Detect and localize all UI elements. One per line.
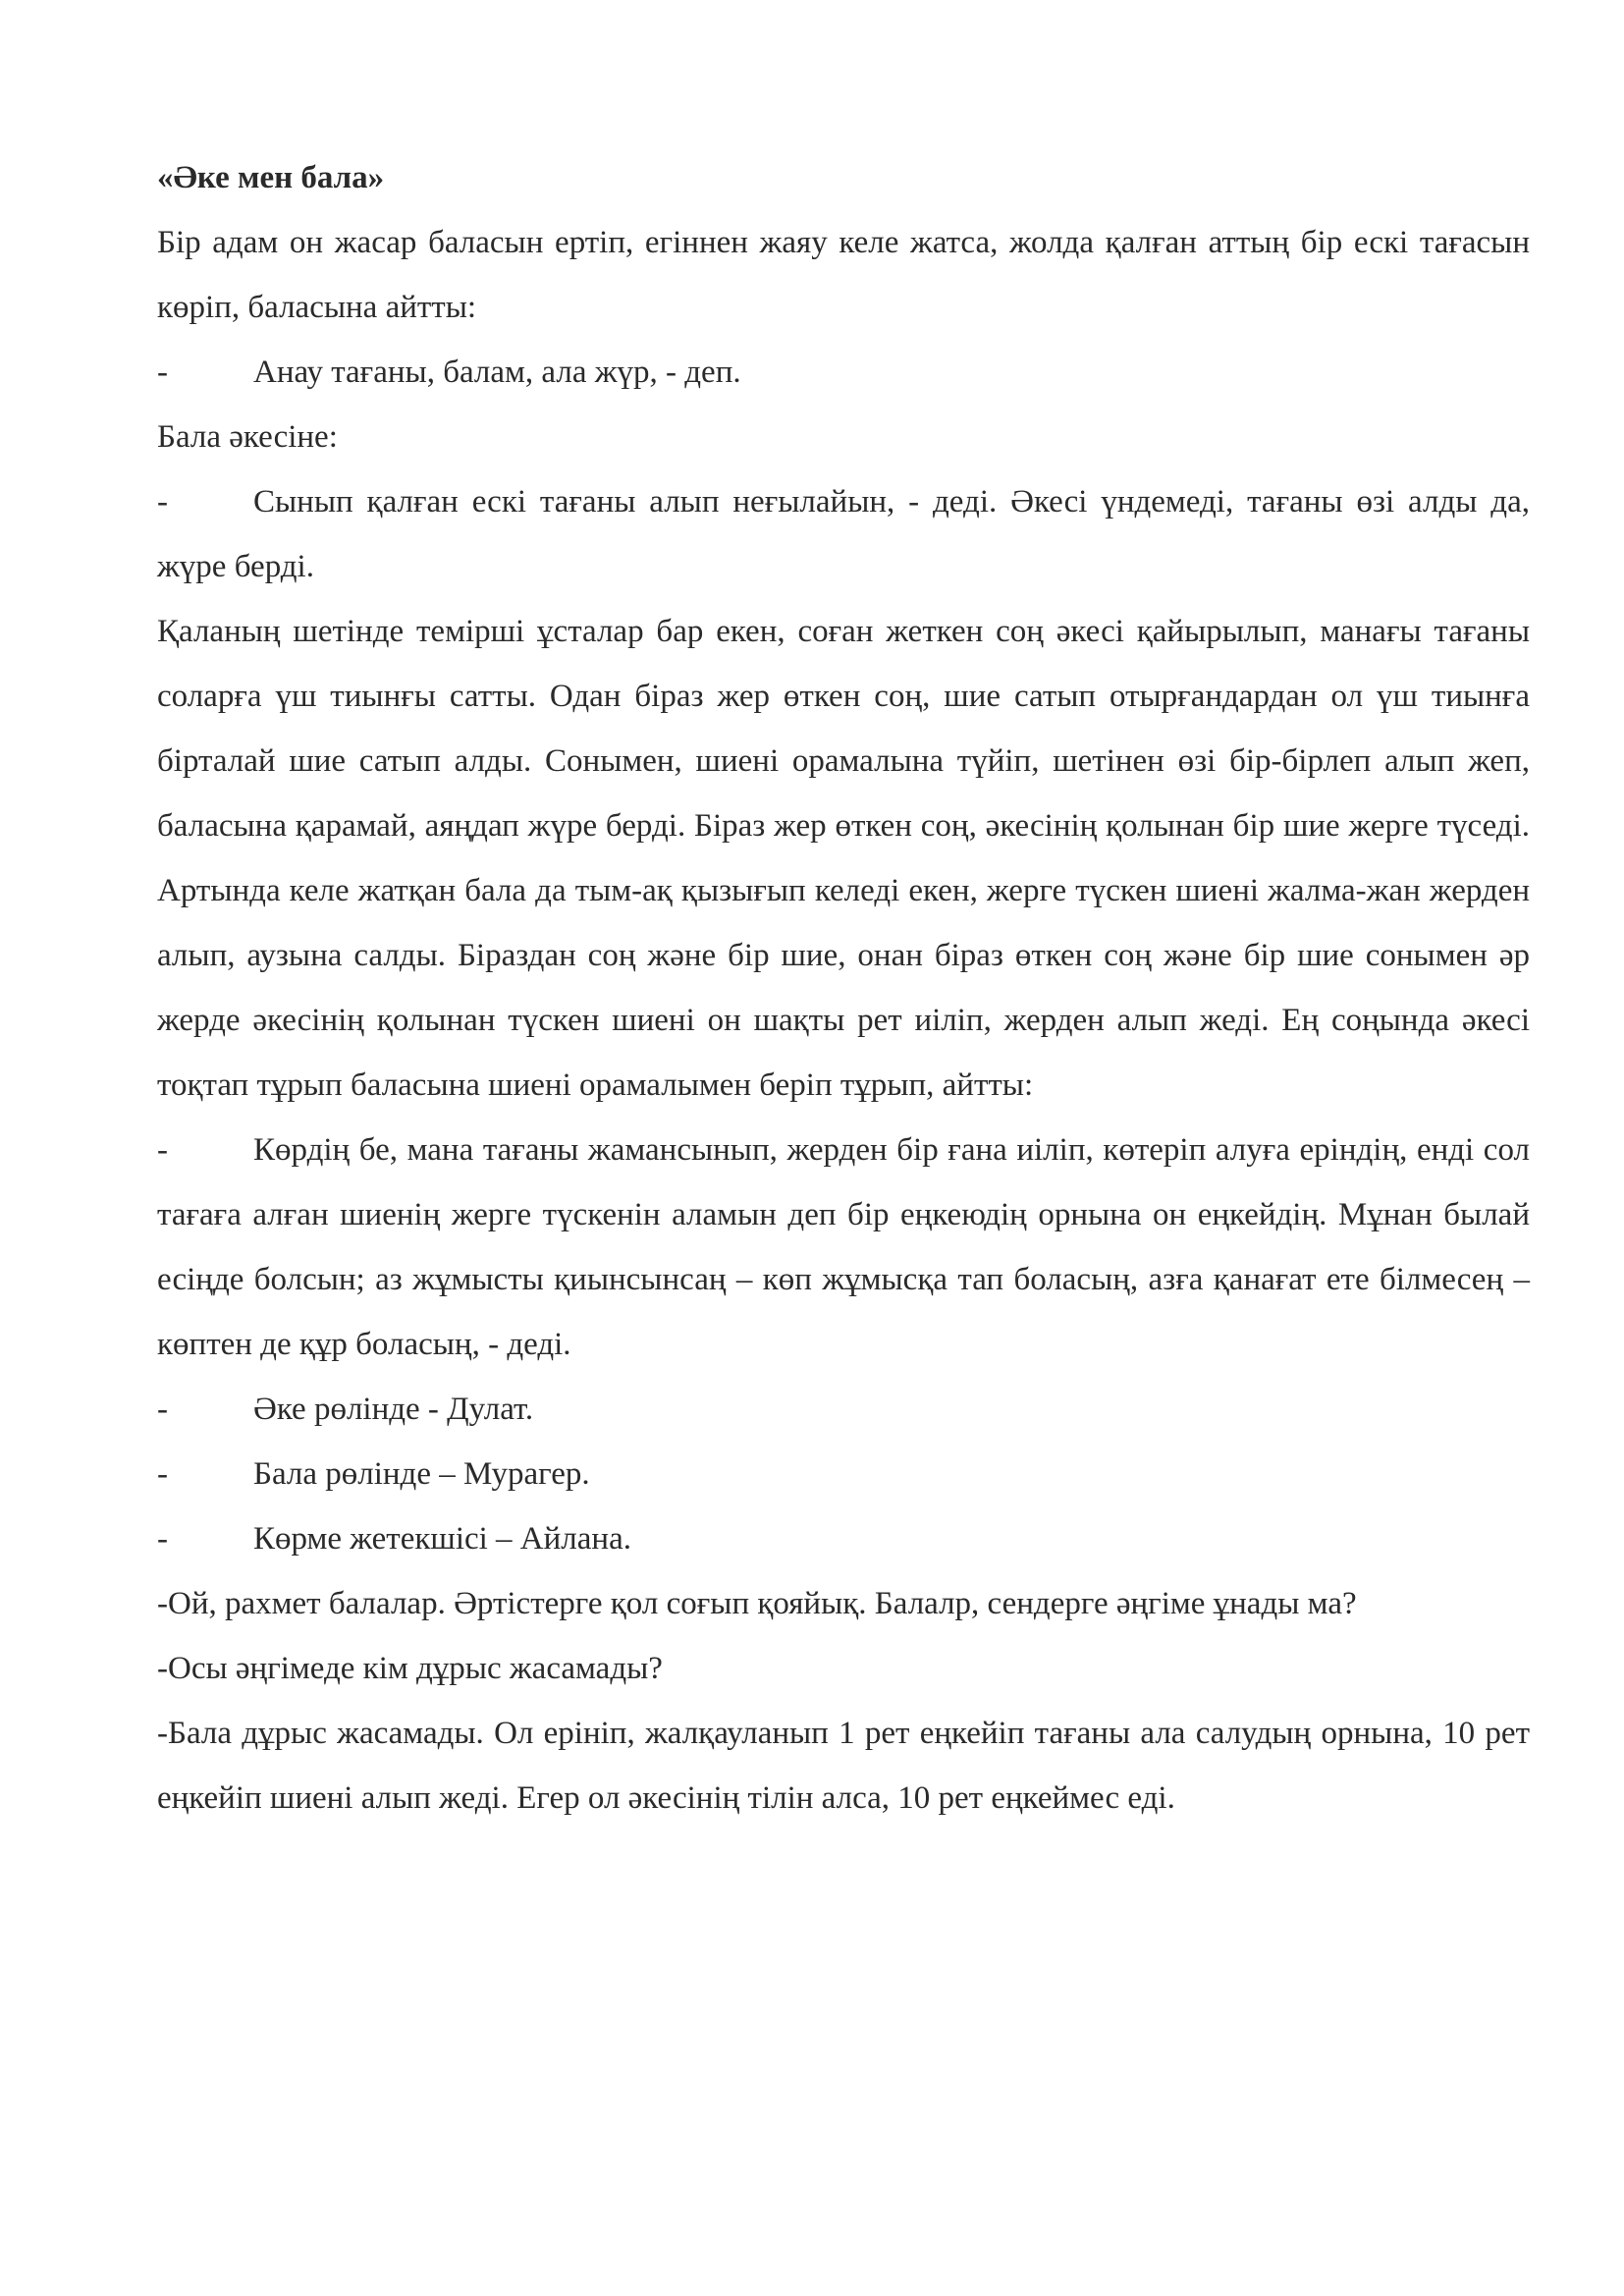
paragraph-6: -Бала дұрыс жасамады. Ол ерініп, жалқауланып 1 рет еңкейіп тағаны ала салудың орнына, 10 рет еңкейіп шиені алып жеді. Егер ол әкесінің тілін алса, 10 рет еңкеймес еді.	[157, 1716, 1530, 1816]
role-text: Бала рөлінде – Мурагер.	[253, 1456, 590, 1492]
dialogue-text: Көрдің бе, мана тағаны жамансынып, жерден бір ғана иіліп, көтеріп алуға еріндің, енді сол тағаға алған шиенің жерге түскенін аламын деп бір еңкеюдің орнына он еңкейдің. Мұнан былай есіңде болсын; аз жұмысты қиынсынсаң – көп жұмысқа тап боласың, азға қанағат ете білмесең – көптен де құр боласың, - деді.	[157, 1132, 1530, 1362]
role-text: Әке рөлінде - Дулат.	[253, 1392, 534, 1427]
dash-marker: -	[157, 484, 168, 519]
dash-marker: -	[157, 1521, 168, 1557]
role-line-son	[157, 1442, 1530, 1506]
dash-marker: -	[157, 1392, 168, 1427]
story-title: «Әке мен бала»	[157, 160, 385, 195]
paragraph-5: -Осы әңгімеде кім дұрыс жасамады?	[157, 1651, 663, 1686]
dialogue-text: Анау тағаны, балам, ала жүр, - деп.	[253, 355, 741, 390]
dialogue-line-2	[157, 469, 1530, 599]
dialogue-text: Сынып қалған ескі тағаны алып неғылайын, - деді. Әкесі үндемеді, тағаны өзі алды да, жүре берді.	[157, 484, 1530, 584]
paragraph-2: Бала әкесіне:	[157, 419, 338, 455]
paragraph-1: Бір адам он жасар баласын ертіп, егіннен жаяу келе жатса, жолда қалған аттың бір ескі тағасын көріп, баласына айтты:	[157, 225, 1530, 325]
dash-marker: -	[157, 355, 168, 390]
role-line-leader	[157, 1506, 1530, 1571]
role-line-father	[157, 1377, 1530, 1442]
dialogue-line-3	[157, 1118, 1530, 1377]
role-text: Көрме жетекшісі – Айлана.	[253, 1521, 631, 1557]
dash-marker: -	[157, 1132, 168, 1168]
document-body	[157, 145, 1530, 1831]
dash-marker: -	[157, 1456, 168, 1492]
paragraph-3: Қаланың шетінде темірші ұсталар бар екен, соған жеткен соң әкесі қайырылып, манағы тағаны соларға үш тиынғы сатты. Одан біраз жер өткен соң, шие сатып отырғандардан ол үш тиынға бірталай шие сатып алды. Сонымен, шиені орамалына түйіп, шетінен өзі бір-бірлеп алып жеп, баласына қарамай, аяңдап жүре берді. Біраз жер өткен соң, әкесінің қолынан бір шие жерге түседі. Артында келе жатқан бала да тым-ақ қызығып келеді екен, жерге түскен шиені жалма-жан жерден алып, аузына салды. Біраздан соң және бір шие, онан біраз өткен соң және бір шие сонымен әр жерде әкесінің қолынан түскен шиені он шақты рет иіліп, жерден алып жеді. Ең соңында әкесі тоқтап тұрып баласына шиені орамалымен беріп тұрып, айтты:	[157, 614, 1530, 1103]
dialogue-line-1	[157, 340, 1530, 405]
paragraph-4: -Ой, рахмет балалар. Әртістерге қол соғып қояйық. Балалр, сендерге әңгіме ұнады ма?	[157, 1586, 1357, 1621]
